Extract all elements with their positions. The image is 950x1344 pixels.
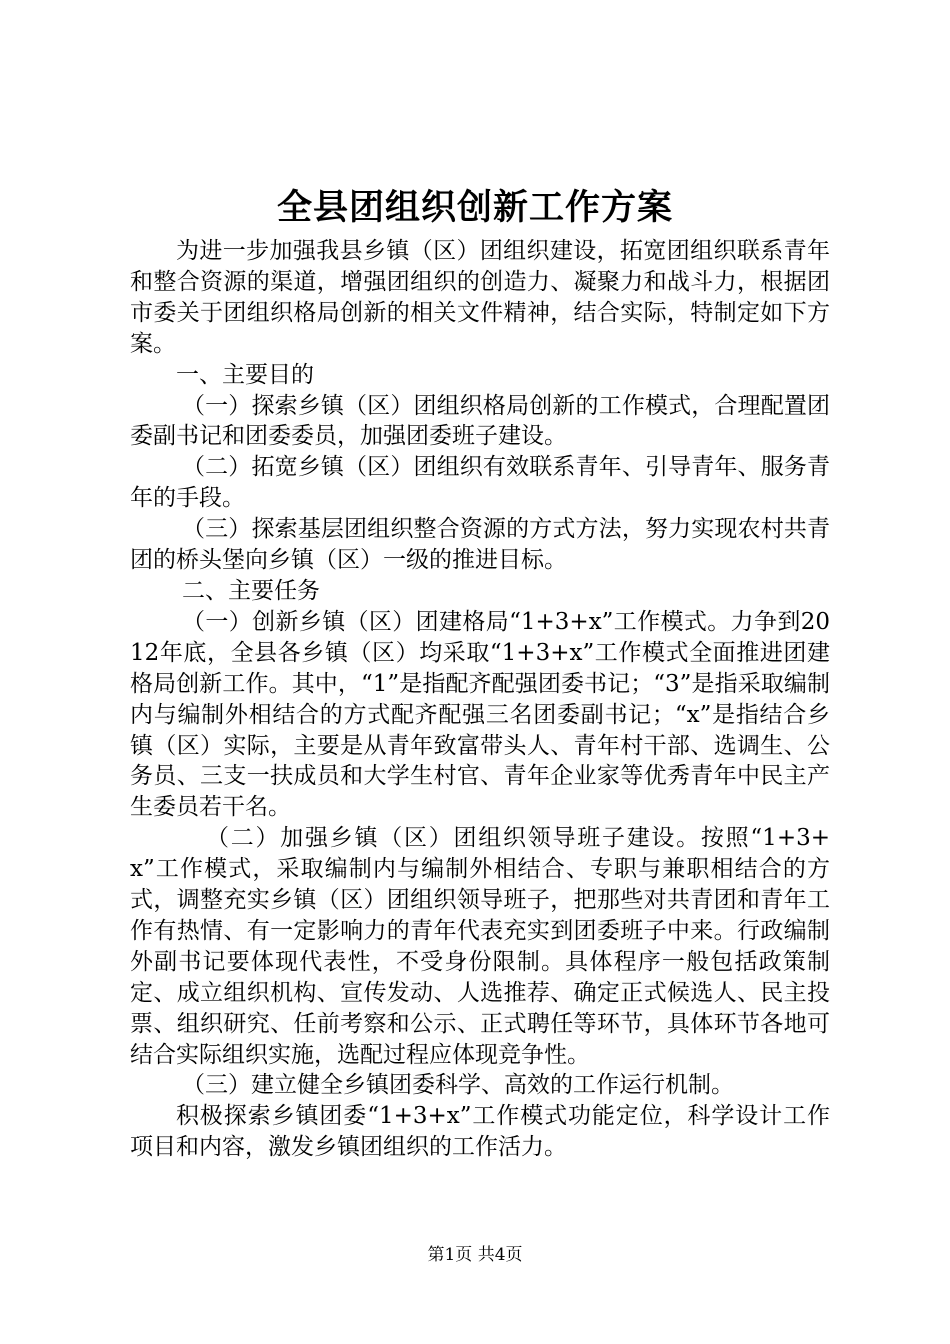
- page-number: 第1页 共4页: [427, 1245, 523, 1265]
- document-body: [130, 236, 830, 1163]
- paragraph-purpose-2: （二）拓宽乡镇（区）团组织有效联系青年、引导青年、服务青年的手段。: [130, 454, 830, 512]
- paragraph-task-3-detail: 积极探索乡镇团委“1+3+x”工作模式功能定位，科学设计工作项目和内容，激发乡镇团组织的工作活力。: [130, 1103, 830, 1161]
- paragraph-task-2: （二）加强乡镇（区）团组织领导班子建设。按照“1+3+x”工作模式，采取编制内与编制外相结合、专职与兼职相结合的方式，调整充实乡镇（区）团组织领导班子，把那些对共青团和青年工作有热情、有一定影响力的青年代表充实到团委班子中来。行政编制外副书记要体现代表性，不受身份限制。具体程序一般包括政策制定、成立组织机构、宣传发动、人选推荐、确定正式候选人、民主投票、组织研究、任前考察和公示、正式聘任等环节，具体环节各地可结合实际组织实施，选配过程应体现竞争性。: [130, 825, 830, 1068]
- paragraph-purpose-3: （三）探索基层团组织整合资源的方式方法，努力实现农村共青团的桥头堡向乡镇（区）一级的推进目标。: [130, 516, 830, 574]
- heading-main-tasks: 二、主要任务: [182, 577, 320, 604]
- paragraph-purpose-1: （一）探索乡镇（区）团组织格局创新的工作模式，合理配置团委副书记和团委委员，加强团委班子建设。: [130, 392, 830, 450]
- heading-main-purpose: 一、主要目的: [176, 361, 314, 388]
- document-title: 全县团组织创新工作方案: [276, 187, 673, 228]
- paragraph-task-3: （三）建立健全乡镇团委科学、高效的工作运行机制。: [182, 1072, 734, 1099]
- paragraph-task-1: （一）创新乡镇（区）团建格局“1+3+x”工作模式。力争到2012年底，全县各乡镇（区）均采取“1+3+x”工作模式全面推进团建格局创新工作。其中，“1”是指配齐配强团委书记；“3”是指采取编制内与编制外相结合的方式配齐配强三名团委副书记；“x”是指结合乡镇（区）实际，主要是从青年致富带头人、青年村干部、选调生、公务员、三支一扶成员和大学生村官、青年企业家等优秀青年中民主产生委员若干名。: [130, 608, 830, 821]
- paragraph-intro: 为进一步加强我县乡镇（区）团组织建设，拓宽团组织联系青年和整合资源的渠道，增强团组织的创造力、凝聚力和战斗力，根据团市委关于团组织格局创新的相关文件精神，结合实际，特制定如下方案。: [130, 238, 830, 357]
